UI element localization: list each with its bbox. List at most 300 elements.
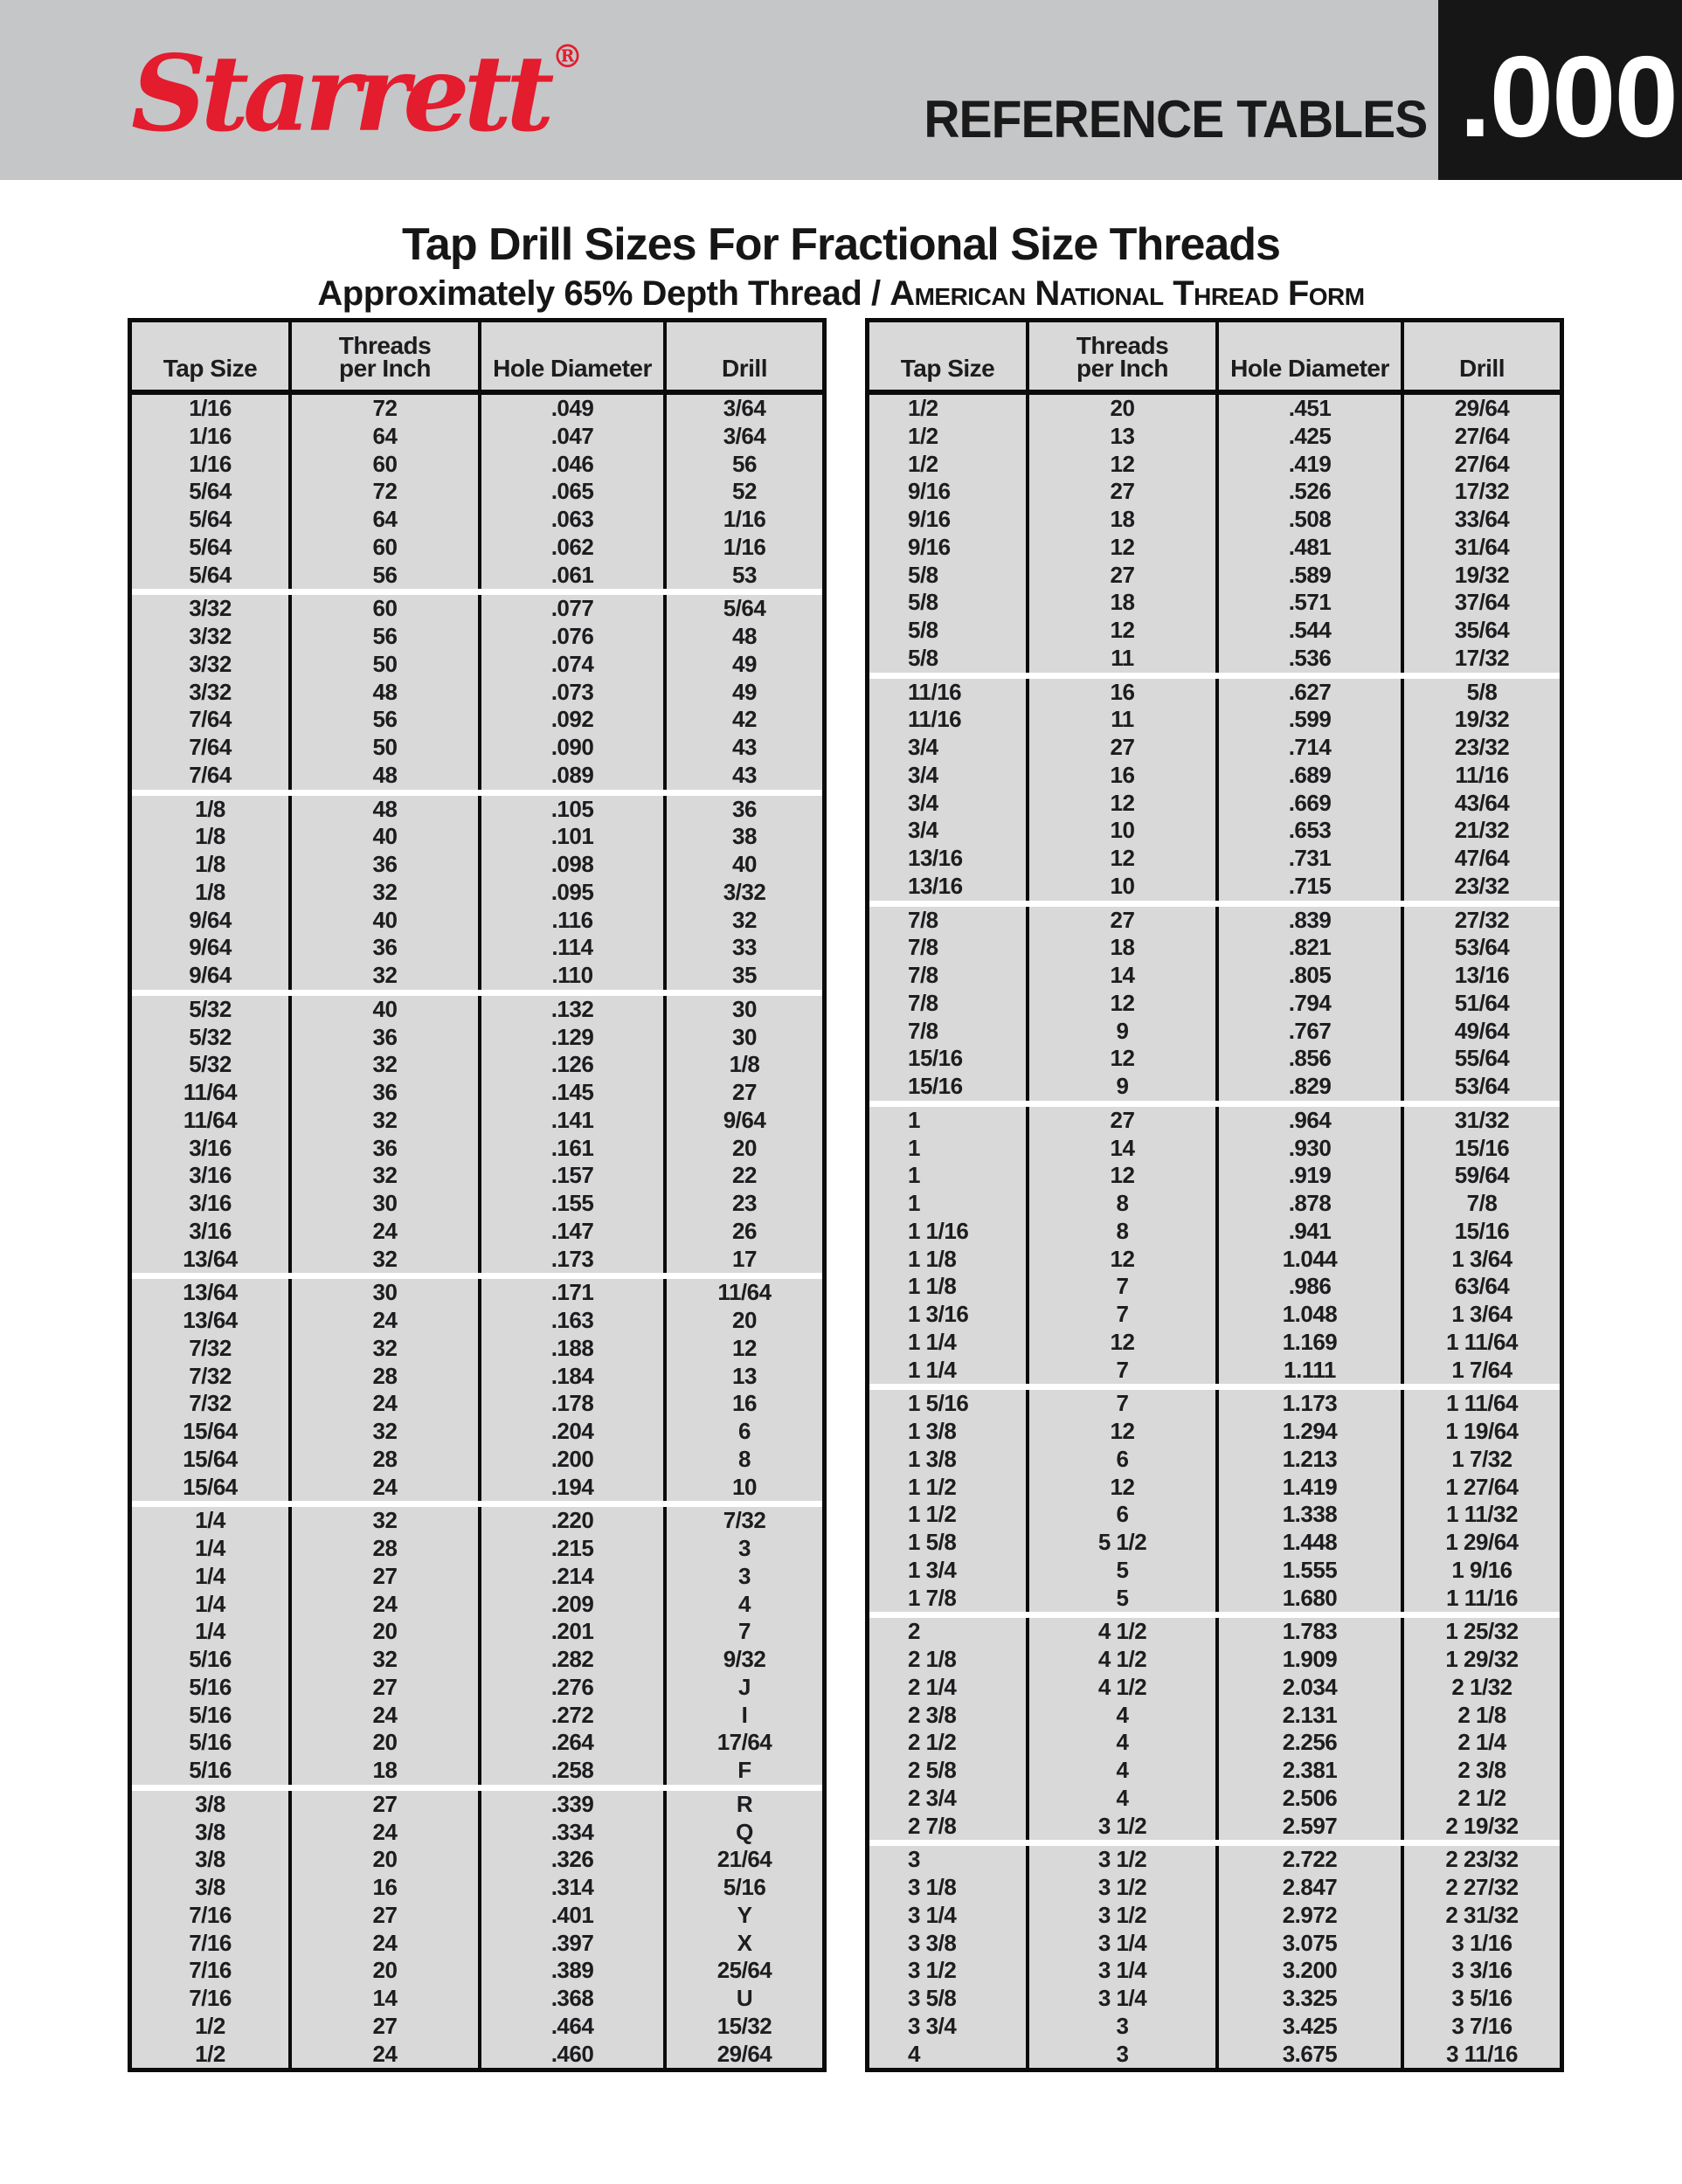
table-row — [869, 1501, 1560, 1529]
table-row — [869, 962, 1560, 990]
tap-size-cell: 2 1/2 — [869, 1729, 1029, 1757]
threads-per-inch-cell: 7 — [1029, 1390, 1219, 1418]
threads-per-inch-cell: 12 — [1029, 1246, 1219, 1274]
tap-size-cell: 7/8 — [869, 962, 1029, 990]
table-row — [869, 1529, 1560, 1557]
table-row — [869, 1218, 1560, 1246]
hole-diameter-cell: .214 — [481, 1563, 667, 1591]
table-row — [132, 1135, 822, 1163]
hole-diameter-cell: 2.256 — [1219, 1729, 1404, 1757]
tap-size-cell: 5/16 — [132, 1674, 292, 1702]
drill-cell: 16 — [732, 1390, 757, 1417]
hole-diameter-cell: .163 — [481, 1307, 667, 1335]
drill-cell: 17/64 — [716, 1729, 772, 1756]
column-header-drill — [667, 322, 822, 390]
table-header — [869, 322, 1560, 395]
threads-per-inch-cell: 16 — [292, 1874, 481, 1902]
tap-size-cell: 1 — [869, 1162, 1029, 1190]
drill-cell: 35 — [732, 962, 757, 988]
threads-per-inch-cell: 3 1/4 — [1029, 1957, 1219, 1985]
threads-per-inch-cell: 4 — [1029, 1785, 1219, 1813]
threads-per-inch-cell: 4 — [1029, 1729, 1219, 1757]
threads-per-inch-cell: 3 — [1029, 2013, 1219, 2041]
hole-diameter-cell: 1.783 — [1219, 1618, 1404, 1646]
threads-per-inch-cell: 36 — [292, 1024, 481, 1052]
threads-per-inch-cell: 9 — [1029, 1073, 1219, 1101]
drill-cell: Q — [736, 1818, 753, 1845]
group-separator — [132, 990, 822, 996]
table-row — [132, 1279, 822, 1307]
table-row — [132, 1819, 822, 1847]
group-separator — [132, 790, 822, 796]
table-row — [869, 1418, 1560, 1446]
subtitle-plain: Approximately 65% Depth Thread / — [317, 274, 890, 313]
table-row — [132, 506, 822, 534]
drill-cell: 1 11/64 — [1446, 1390, 1518, 1417]
group-separator — [132, 1501, 822, 1507]
drill-cell: F — [737, 1757, 751, 1783]
tap-size-cell: 1 3/8 — [869, 1418, 1029, 1446]
threads-per-inch-cell: 32 — [292, 1646, 481, 1674]
drill-cell: 47/64 — [1454, 845, 1510, 871]
page-code-box — [1438, 0, 1682, 180]
table-row — [869, 1301, 1560, 1329]
hole-diameter-cell: .397 — [481, 1930, 667, 1958]
table-row — [132, 651, 822, 679]
table-row — [132, 734, 822, 762]
table-row — [132, 1079, 822, 1107]
tap-size-cell: 1/4 — [132, 1507, 292, 1535]
table-row — [132, 451, 822, 479]
threads-per-inch-cell: 13 — [1029, 423, 1219, 451]
tap-size-cell: 13/64 — [132, 1279, 292, 1307]
threads-per-inch-cell: 24 — [292, 1930, 481, 1958]
threads-per-inch-cell: 48 — [292, 796, 481, 824]
threads-per-inch-cell: 36 — [292, 1135, 481, 1163]
drill-cell: 1 7/64 — [1451, 1356, 1512, 1383]
drill-cell: 17 — [732, 1245, 757, 1272]
hole-diameter-cell: 2.381 — [1219, 1757, 1404, 1785]
hole-diameter-cell: .141 — [481, 1107, 667, 1135]
table-body — [869, 395, 1560, 2068]
tap-size-cell: 7/32 — [132, 1335, 292, 1363]
tap-size-cell: 7/8 — [869, 934, 1029, 962]
drill-cell: 3 — [738, 1535, 751, 1561]
drill-cell: 38 — [732, 823, 757, 850]
tap-size-cell: 1 3/8 — [869, 1446, 1029, 1474]
hole-diameter-cell: 1.169 — [1219, 1329, 1404, 1357]
table-row — [132, 1757, 822, 1785]
drill-cell: 1/8 — [729, 1051, 760, 1078]
hole-diameter-cell: .049 — [481, 395, 667, 423]
drill-cell: 2 1/32 — [1451, 1673, 1512, 1700]
column-header-label: Tap Size — [163, 355, 258, 383]
row-group — [869, 1618, 1560, 1840]
tap-size-cell: 5/8 — [869, 617, 1029, 645]
hole-diameter-cell: .919 — [1219, 1162, 1404, 1190]
table-row — [869, 562, 1560, 590]
table-row — [132, 962, 822, 990]
drill-cell: 11/16 — [1455, 761, 1509, 788]
drill-cell: 2 1/8 — [1457, 1701, 1506, 1728]
threads-per-inch-cell: 24 — [292, 1591, 481, 1619]
tap-size-cell: 3 1/8 — [869, 1874, 1029, 1902]
row-group — [132, 1791, 822, 2069]
hole-diameter-cell: .076 — [481, 623, 667, 651]
column-header-hole-diameter — [1219, 322, 1404, 390]
hole-diameter-cell: 1.680 — [1219, 1585, 1404, 1613]
tap-size-cell: 3/32 — [132, 651, 292, 679]
threads-per-inch-cell: 72 — [292, 395, 481, 423]
drill-cell: U — [736, 1985, 753, 2011]
threads-per-inch-cell: 3 1/2 — [1029, 1813, 1219, 1841]
tap-size-cell: 3/8 — [132, 1846, 292, 1874]
threads-per-inch-cell: 24 — [292, 1819, 481, 1847]
table-body — [132, 395, 822, 2068]
threads-per-inch-cell: 18 — [1029, 506, 1219, 534]
column-header-label: Tap Size — [900, 355, 995, 383]
drill-cell: 2 19/32 — [1445, 1812, 1519, 1839]
table-row — [869, 1018, 1560, 1046]
hole-diameter-cell: .061 — [481, 562, 667, 590]
tap-size-cell: 1 7/8 — [869, 1585, 1029, 1613]
threads-per-inch-cell: 16 — [1029, 679, 1219, 707]
drill-cell: 12 — [732, 1334, 757, 1361]
tap-size-cell: 1/2 — [869, 395, 1029, 423]
threads-per-inch-cell: 18 — [292, 1757, 481, 1785]
threads-per-inch-cell: 50 — [292, 734, 481, 762]
table-row — [869, 423, 1560, 451]
tap-size-cell: 5/16 — [132, 1646, 292, 1674]
table-row — [132, 996, 822, 1024]
tap-size-cell: 1/4 — [132, 1618, 292, 1646]
threads-per-inch-cell: 64 — [292, 423, 481, 451]
threads-per-inch-cell: 12 — [1029, 1474, 1219, 1502]
drill-cell: 1 11/32 — [1446, 1501, 1518, 1528]
row-group — [132, 796, 822, 990]
drill-cell: 1 3/64 — [1451, 1245, 1512, 1272]
table-row — [869, 817, 1560, 845]
hole-diameter-cell: .194 — [481, 1474, 667, 1502]
column-header-label: Threads per Inch — [338, 331, 432, 383]
drill-cell: 53 — [732, 561, 757, 588]
threads-per-inch-cell: 27 — [1029, 1107, 1219, 1135]
table-row — [869, 706, 1560, 734]
hole-diameter-cell: 2.506 — [1219, 1785, 1404, 1813]
hole-diameter-cell: .986 — [1219, 1273, 1404, 1301]
hole-diameter-cell: 3.325 — [1219, 1985, 1404, 2013]
tap-size-cell: 15/64 — [132, 1446, 292, 1474]
drill-cell: 19/32 — [1454, 561, 1510, 588]
drill-cell: 53/64 — [1454, 934, 1510, 961]
drill-cell: 11/64 — [717, 1279, 772, 1306]
group-separator — [869, 1840, 1560, 1846]
tap-size-cell: 1 1/4 — [869, 1357, 1029, 1385]
drill-cell: 59/64 — [1454, 1162, 1510, 1189]
hole-diameter-cell: .215 — [481, 1535, 667, 1563]
table-row — [132, 1535, 822, 1563]
hole-diameter-cell: .132 — [481, 996, 667, 1024]
table-row — [869, 1930, 1560, 1958]
table-row — [869, 1045, 1560, 1073]
hole-diameter-cell: .184 — [481, 1363, 667, 1391]
page-subtitle — [0, 274, 1682, 314]
table-row — [132, 534, 822, 562]
column-header-threads-per-inch — [292, 322, 481, 390]
drill-cell: R — [736, 1790, 753, 1817]
table-header — [132, 322, 822, 395]
threads-per-inch-cell: 30 — [292, 1279, 481, 1307]
drill-cell: 49 — [732, 678, 757, 705]
drill-cell: 1 9/16 — [1451, 1556, 1512, 1583]
hole-diameter-cell: .090 — [481, 734, 667, 762]
drill-cell: 21/64 — [716, 1846, 772, 1873]
tap-size-cell: 1/2 — [869, 423, 1029, 451]
drill-cell: 27/64 — [1454, 450, 1510, 477]
tap-size-cell: 3 1/2 — [869, 1957, 1029, 1985]
table-row — [132, 934, 822, 962]
row-group — [132, 1507, 822, 1785]
hole-diameter-cell: .339 — [481, 1791, 667, 1819]
threads-per-inch-cell: 12 — [1029, 1418, 1219, 1446]
drill-cell: 2 1/2 — [1457, 1784, 1506, 1811]
tap-size-cell: 13/64 — [132, 1307, 292, 1335]
table-row — [132, 1674, 822, 1702]
table-row — [132, 1902, 822, 1930]
threads-per-inch-cell: 12 — [1029, 451, 1219, 479]
table-row — [132, 423, 822, 451]
threads-per-inch-cell: 12 — [1029, 534, 1219, 562]
drill-cell: 49 — [732, 650, 757, 677]
threads-per-inch-cell: 6 — [1029, 1446, 1219, 1474]
table-row — [869, 1846, 1560, 1874]
drill-cell: 3 5/16 — [1451, 1985, 1512, 2011]
tap-size-cell: 3/16 — [132, 1162, 292, 1190]
table-row — [132, 623, 822, 651]
hole-diameter-cell: 1.173 — [1219, 1390, 1404, 1418]
tap-size-cell: 15/16 — [869, 1045, 1029, 1073]
drill-cell: 56 — [732, 450, 757, 477]
table-row — [132, 679, 822, 707]
hole-diameter-cell: .669 — [1219, 790, 1404, 818]
threads-per-inch-cell: 10 — [1029, 817, 1219, 845]
hole-diameter-cell: .314 — [481, 1874, 667, 1902]
hole-diameter-cell: .930 — [1219, 1135, 1404, 1163]
table-row — [132, 1618, 822, 1646]
tap-size-cell: 1/16 — [132, 451, 292, 479]
hole-diameter-cell: .389 — [481, 1957, 667, 1985]
table-row — [132, 1985, 822, 2013]
drill-cell: 22 — [732, 1162, 757, 1189]
group-separator — [132, 1785, 822, 1791]
threads-per-inch-cell: 3 1/2 — [1029, 1902, 1219, 1930]
tap-size-cell: 7/8 — [869, 990, 1029, 1018]
hole-diameter-cell: 2.034 — [1219, 1674, 1404, 1702]
drill-cell: 27 — [732, 1079, 757, 1105]
threads-per-inch-cell: 14 — [1029, 1135, 1219, 1163]
table-row — [132, 879, 822, 907]
drill-cell: 33/64 — [1454, 506, 1510, 532]
table-row — [132, 1051, 822, 1079]
group-separator — [869, 1612, 1560, 1618]
tap-size-cell: 5/16 — [132, 1757, 292, 1785]
drill-cell: 8 — [738, 1445, 751, 1472]
drill-cell: 27/32 — [1454, 906, 1510, 933]
threads-per-inch-cell: 20 — [292, 1729, 481, 1757]
threads-per-inch-cell: 12 — [1029, 617, 1219, 645]
threads-per-inch-cell: 20 — [1029, 395, 1219, 423]
hole-diameter-cell: .481 — [1219, 534, 1404, 562]
tap-size-cell: 3/4 — [869, 790, 1029, 818]
hole-diameter-cell: .419 — [1219, 451, 1404, 479]
hole-diameter-cell: 2.972 — [1219, 1902, 1404, 1930]
table-row — [869, 1813, 1560, 1841]
table-row — [869, 589, 1560, 617]
drill-cell: J — [738, 1673, 751, 1700]
tap-size-cell: 1/4 — [132, 1563, 292, 1591]
table-row — [869, 934, 1560, 962]
drill-cell: 9/32 — [723, 1646, 766, 1672]
drill-cell: 25/64 — [716, 1957, 772, 1984]
drill-cell: 36 — [732, 795, 757, 822]
drill-cell: 35/64 — [1454, 617, 1510, 643]
threads-per-inch-cell: 27 — [1029, 907, 1219, 935]
tap-size-cell: 13/16 — [869, 873, 1029, 901]
table-row — [869, 1073, 1560, 1101]
tap-drill-table-right — [865, 318, 1564, 2072]
threads-per-inch-cell: 40 — [292, 907, 481, 935]
row-group — [869, 1846, 1560, 2068]
threads-per-inch-cell: 30 — [292, 1190, 481, 1218]
tap-size-cell: 1 1/8 — [869, 1273, 1029, 1301]
drill-cell: 26 — [732, 1217, 757, 1244]
drill-cell: 1 7/32 — [1451, 1445, 1512, 1472]
table-row — [869, 1329, 1560, 1357]
drill-cell: 6 — [738, 1418, 751, 1444]
threads-per-inch-cell: 32 — [292, 1507, 481, 1535]
threads-per-inch-cell: 28 — [292, 1363, 481, 1391]
threads-per-inch-cell: 12 — [1029, 790, 1219, 818]
tap-size-cell: 1/4 — [132, 1591, 292, 1619]
tap-size-cell: 3 1/4 — [869, 1902, 1029, 1930]
tap-size-cell: 1 3/4 — [869, 1557, 1029, 1585]
tap-size-cell: 11/16 — [869, 706, 1029, 734]
threads-per-inch-cell: 32 — [292, 1246, 481, 1274]
column-header-drill — [1404, 322, 1560, 390]
hole-diameter-cell: 1.048 — [1219, 1301, 1404, 1329]
tap-size-cell: 1 1/16 — [869, 1218, 1029, 1246]
column-header-label: Hole Diameter — [1230, 355, 1389, 383]
threads-per-inch-cell: 60 — [292, 534, 481, 562]
hole-diameter-cell: 1.213 — [1219, 1446, 1404, 1474]
tap-size-cell: 15/64 — [132, 1474, 292, 1502]
column-header-tap-size — [132, 322, 292, 390]
column-header-label: Drill — [722, 355, 767, 383]
drill-cell: 1 29/32 — [1445, 1646, 1519, 1672]
hole-diameter-cell: 1.448 — [1219, 1529, 1404, 1557]
column-header-tap-size — [869, 322, 1029, 390]
threads-per-inch-cell: 32 — [292, 1162, 481, 1190]
tap-size-cell: 5/8 — [869, 645, 1029, 673]
drill-cell: 5/16 — [723, 1874, 766, 1900]
drill-cell: 2 31/32 — [1445, 1901, 1519, 1928]
drill-cell: 7 — [738, 1618, 751, 1645]
tap-size-cell: 5/32 — [132, 1051, 292, 1079]
drill-cell: 27/64 — [1454, 422, 1510, 449]
hole-diameter-cell: .092 — [481, 706, 667, 734]
threads-per-inch-cell: 48 — [292, 762, 481, 790]
drill-cell: 2 27/32 — [1445, 1874, 1519, 1900]
table-row — [869, 1246, 1560, 1274]
drill-cell: 3 7/16 — [1451, 2012, 1512, 2039]
tap-size-cell: 1 5/16 — [869, 1390, 1029, 1418]
hole-diameter-cell: 2.131 — [1219, 1702, 1404, 1730]
threads-per-inch-cell: 24 — [292, 1218, 481, 1246]
hole-diameter-cell: .220 — [481, 1507, 667, 1535]
logo-text: Starrett — [131, 32, 549, 156]
row-group — [132, 595, 822, 789]
table-row — [132, 595, 822, 623]
threads-per-inch-cell: 56 — [292, 623, 481, 651]
hole-diameter-cell: .941 — [1219, 1218, 1404, 1246]
hole-diameter-cell: .178 — [481, 1390, 667, 1418]
table-row — [869, 1190, 1560, 1218]
tap-size-cell: 1/2 — [869, 451, 1029, 479]
tap-size-cell: 7/64 — [132, 706, 292, 734]
tap-size-cell: 2 3/8 — [869, 1702, 1029, 1730]
hole-diameter-cell: 2.847 — [1219, 1874, 1404, 1902]
hole-diameter-cell: .508 — [1219, 506, 1404, 534]
threads-per-inch-cell: 4 1/2 — [1029, 1646, 1219, 1674]
tap-size-cell: 5/8 — [869, 589, 1029, 617]
hole-diameter-cell: 1.338 — [1219, 1501, 1404, 1529]
hole-diameter-cell: .451 — [1219, 395, 1404, 423]
threads-per-inch-cell: 27 — [292, 1791, 481, 1819]
threads-per-inch-cell: 3 1/4 — [1029, 1985, 1219, 2013]
hole-diameter-cell: .129 — [481, 1024, 667, 1052]
threads-per-inch-cell: 36 — [292, 1079, 481, 1107]
tap-size-cell: 3 5/8 — [869, 1985, 1029, 2013]
starrett-logo — [131, 32, 584, 156]
threads-per-inch-cell: 9 — [1029, 1018, 1219, 1046]
threads-per-inch-cell: 8 — [1029, 1190, 1219, 1218]
tap-size-cell: 1/2 — [132, 2041, 292, 2069]
tap-size-cell: 1/8 — [132, 823, 292, 851]
tap-size-cell: 7/16 — [132, 1957, 292, 1985]
tap-size-cell: 1/16 — [132, 423, 292, 451]
threads-per-inch-cell: 14 — [292, 1985, 481, 2013]
table-row — [869, 617, 1560, 645]
drill-cell: 30 — [732, 1023, 757, 1050]
column-header-hole-diameter — [481, 322, 667, 390]
column-header-label: Threads per Inch — [1076, 331, 1169, 383]
hole-diameter-cell: .098 — [481, 851, 667, 879]
threads-per-inch-cell: 27 — [1029, 478, 1219, 506]
hole-diameter-cell: .460 — [481, 2041, 667, 2069]
table-row — [869, 645, 1560, 673]
table-row — [132, 1218, 822, 1246]
subtitle-caps: American National Thread Form — [889, 274, 1365, 313]
table-row — [869, 2013, 1560, 2041]
drill-cell: 7/32 — [723, 1507, 766, 1534]
hole-diameter-cell: .062 — [481, 534, 667, 562]
drill-cell: 32 — [732, 906, 757, 933]
threads-per-inch-cell: 27 — [1029, 562, 1219, 590]
row-group — [869, 1107, 1560, 1385]
tap-size-cell: 7/16 — [132, 1902, 292, 1930]
tap-size-cell: 5/64 — [132, 562, 292, 590]
table-row — [869, 762, 1560, 790]
